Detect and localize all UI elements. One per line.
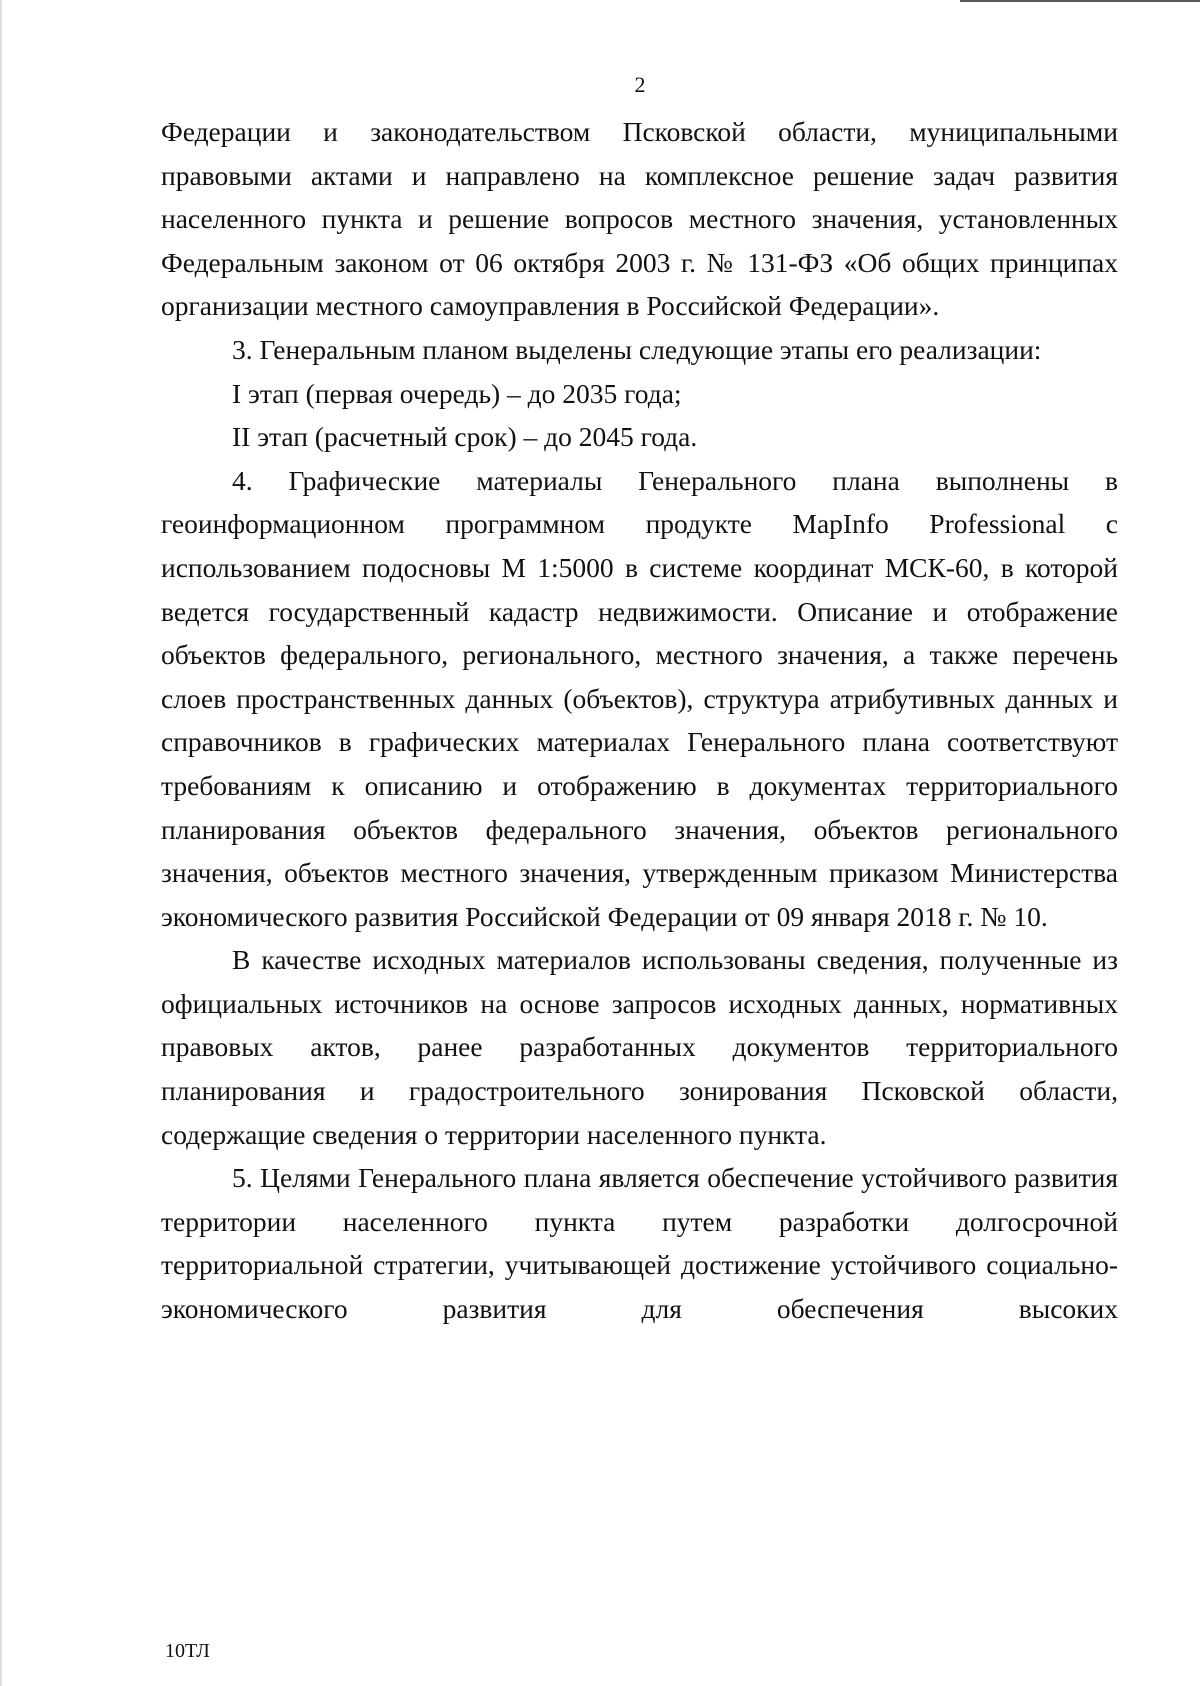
paragraph-item-5: 5. Целями Генерального плана является обеспечение устойчивого развития территории населенного пункта путем разработки долгосрочной территориальной стратегии, учитывающей достижение устойчивого социально-экономического развития для обеспечения высоких — [161, 1162, 1118, 1325]
paragraph-item-4: 4. Графические материалы Генерального плана выполнены в геоинформационном программном продукте MapInfo Professional с использованием подосновы М 1:5000 в системе координат МСК-60, в которой ведется государственный кадастр недвижимости. Описание и отображение объектов федерального, регионального, местного значения, а также перечень слоев пространственных данных (объектов), структура атрибутивных данных и справочников в графических материалах Генерального плана соответствуют требованиям к описанию и отображению в документах территориального планирования объектов федерального значения, объектов регионального значения, объектов местного значения, утвержденным приказом Министерства экономического развития Российской Федерации от 09 января 2018 г. № 10. — [161, 464, 1118, 932]
paragraph-intro-continuation: Федерации и законодательством Псковской области, муниципальными правовыми актами и направлено на комплексное решение задач развития населенного пункта и решение вопросов местного значения, установленных Федеральным законом от 06 октября 2003 г. № 131-ФЗ «Об общих принципах организации местного самоуправления в Российской Федерации». — [161, 116, 1118, 322]
paragraph-stage-1: I этап (первая очередь) – до 2035 года; — [232, 377, 682, 409]
page-number: 2 — [634, 72, 646, 97]
paragraph-item-3: 3. Генеральным планом выделены следующие этапы его реализации: — [232, 333, 1042, 365]
scan-edge-top-right — [960, 0, 1200, 2]
paragraph-source-materials: В качестве исходных материалов использованы сведения, полученные из официальных источников на основе запросов исходных данных, нормативных правовых актов, ранее разработанных документов территориального планирования и градостроительного зонирования Псковской области, содержащие сведения о территории населенного пункта. — [161, 944, 1118, 1150]
footer-code: 10ТЛ — [165, 1640, 210, 1662]
paragraph-stage-2: II этап (расчетный срок) – до 2045 года. — [232, 421, 698, 453]
scan-edge-left — [0, 0, 3, 1686]
document-body — [161, 110, 1118, 1331]
